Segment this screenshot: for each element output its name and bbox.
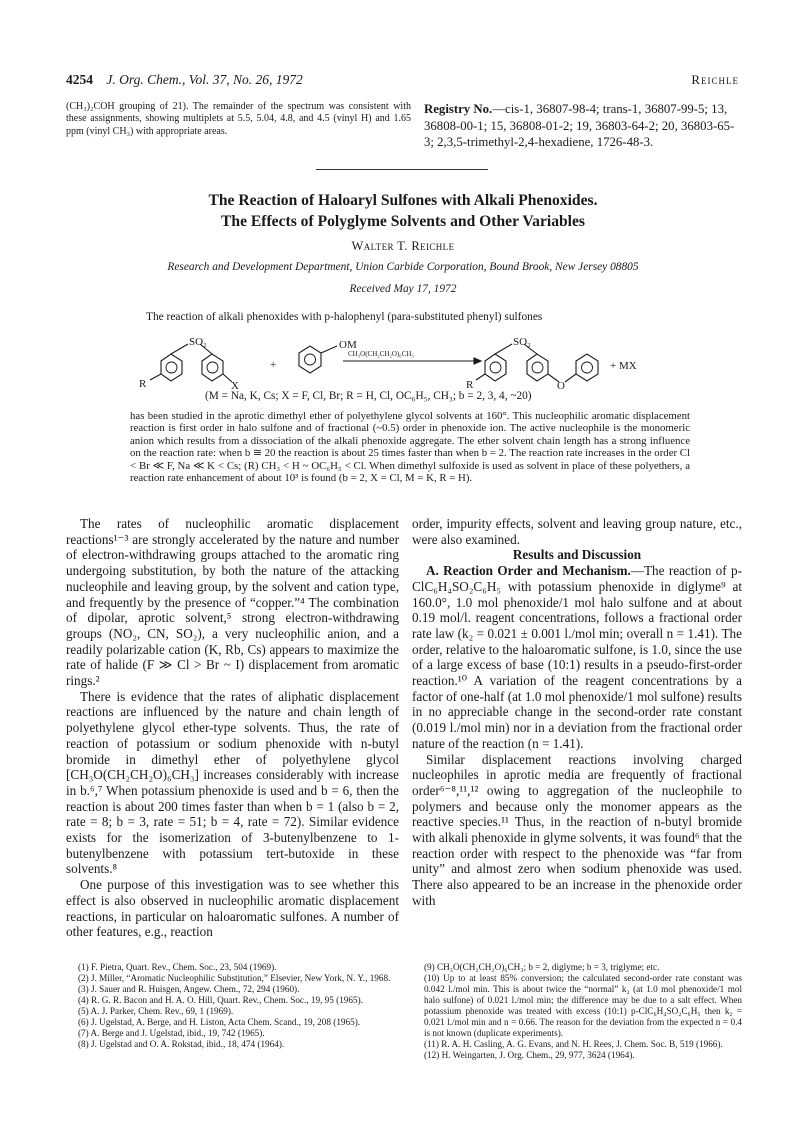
page-number: 4254 xyxy=(66,72,93,87)
footnotes-right xyxy=(412,962,742,1061)
body-left-column xyxy=(66,516,399,940)
continued-paragraph: order, impurity effects, solvent and leaving group nature, etc., were also examined. xyxy=(412,516,742,547)
benzene-ring-product-1 xyxy=(485,354,506,381)
footnote: (11) R. A. H. Casling, A. G. Evans, and N. H. Rees, J. Chem. Soc. B, 519 (1966). xyxy=(424,1039,723,1049)
plus-sign: + xyxy=(270,359,277,371)
section-heading: Results and Discussion xyxy=(512,547,642,563)
footnote: (4) R. G. R. Bacon and H. A. O. Hill, Quart. Rev., Chem. Soc., 19, 95 (1965). xyxy=(78,995,363,1005)
article-title-line-2: The Effects of Polyglyme Solvents and Other Variables xyxy=(221,213,585,230)
affiliation: Research and Development Department, Union Carbide Corporation, Bound Brook, New Jersey 08805 xyxy=(167,261,639,273)
x-label: X xyxy=(231,380,239,390)
benzene-ring-1 xyxy=(161,354,182,381)
footnote: (12) H. Weingarten, J. Org. Chem., 29, 977, 3624 (1964). xyxy=(424,1050,635,1060)
body-right-column xyxy=(412,516,742,909)
footnote: (3) J. Sauer and R. Huisgen, Angew. Chem., 72, 294 (1960). xyxy=(78,984,300,994)
footnote: (5) A. J. Parker, Chem. Rev., 69, 1 (1969). xyxy=(78,1006,234,1016)
author-name: Walter T. Reichle xyxy=(351,239,455,253)
registry-numbers xyxy=(424,101,740,151)
abstract-body: has been studied in the aprotic dimethyl ether of polyethylene glycol solvents at 160°. This nucleophilic aromatic displacement reaction is first order in halo sulfone and of fractional (~0.5) order in phenoxide ion. The active nucleophile is the monomeric anion which results from a dissociation of the alkali phenoxide aggregate. The ether solvent chain length has a strong influence on the reaction rate: when b ≅ 20 the reaction is about 25 times faster than when b = 2. The reaction rate increases in the order Cl < Br ≪ F, Na ≪ K < Cs; (R) CH₃ < H ~ OC₆H₅ < Cl. When dimethyl sulfoxide is used as solvent in place of these polyethers, a reaction rate enhancement of about 10³ is found (b = 2, X = Cl, M = K, R = H). xyxy=(130,410,690,485)
om-label: OM xyxy=(339,339,357,351)
journal-citation: J. Org. Chem., Vol. 37, No. 26, 1972 xyxy=(106,72,303,87)
reaction-conditions: (M = Na, K, Cs; X = F, Cl, Br; R = H, Cl, OC₆H₅, CH₃; b = 2, 3, 4, ~20) xyxy=(205,390,532,402)
registry-label: Registry No. xyxy=(424,102,493,116)
footnote: (10) Up to at least 85% conversion; the calculated second-order rate constant was 0.042 l./mol min. This is about twice the “normal” k₂ (at 1.0 mol phenoxide/1 mol halo sulfone) of 0.021 l./mol min; the difference may be due to a salt effect. When potassium phenoxide was treated with excess (10:1) p-ClC₆H₄SO₂C₆H₅ then k₂ = 0.021 l./mol min and n = 0.66. The reason for the deviation from the expected n = 0.4 is not known (duplicate experiments). xyxy=(424,973,742,1038)
footnote: (2) J. Miller, “Aromatic Nucleophilic Substitution,” Elsevier, New York, N. Y., 1968. xyxy=(78,973,391,983)
article-title-line-1: The Reaction of Haloaryl Sulfones with Alkali Phenoxides. xyxy=(208,192,598,209)
received-date: Received May 17, 1972 xyxy=(349,283,457,295)
footnote: (6) J. Ugelstad, A. Berge, and H. Liston, Acta Chem. Scand., 19, 208 (1965). xyxy=(78,1017,361,1027)
footnote: (8) J. Ugelstad and O. A. Rokstad, ibid., 18, 474 (1964). xyxy=(78,1039,285,1049)
benzene-ring-phenoxide xyxy=(299,346,321,373)
footnote: (7) A. Berge and J. Ugelstad, ibid., 19, 742 (1965). xyxy=(78,1028,265,1038)
so2-label-reactant: SO₂ xyxy=(189,336,207,348)
body-paragraph: The rates of nucleophilic aromatic displacement reactions¹⁻³ are strongly accelerated by the nature and number of electron-withdrawing groups attached to the aromatic ring undergoing substitution, by both the nature of the attacking nucleophile and leaving group, by the solvent and cation type, and frequently by the presence of “copper.”⁴ The combination of dipolar, aprotic solvent,⁵ strong electron-withdrawing groups (NO₂, CN, SO₂), a very nucleophilic anion, and a readily polarizable cation (K, Rb, Cs) appears to maximize the rate of halide (F ≫ Cl > Br ~ I) displacement from aromatic rings.² xyxy=(66,516,399,689)
previous-article-tail: (CH₃)₂COH grouping of 21). The remainder of the spectrum was consistent with these assignments, showing multiplets at 5.5, 5.04, 4.8, and 4.5 (vinyl H) and 1.65 ppm (vinyl CH₃) with appropriate areas. xyxy=(66,101,411,137)
registry-text: —cis-1, 36807-98-4; trans-1, 36807-99-5; 13, 36808-00-1; 15, 36808-01-2; 19, 36803-64-2; 20, 36803-65-3; 2,3,5-trimethyl-2,4-hexadiene, 1726-48-3. xyxy=(424,102,735,149)
footnote: (1) F. Pietra, Quart. Rev., Chem. Soc., 23, 504 (1969). xyxy=(78,962,277,972)
subsection-heading: A. Reaction Order and Mechanism. xyxy=(426,563,631,579)
r-label-reactant: R xyxy=(139,378,147,390)
benzene-ring-product-2 xyxy=(527,354,548,381)
body-paragraph: One purpose of this investigation was to see whether this effect is also observed in nucleophilic aromatic displacement reactions, in particular on haloaromatic sulfones. A number of other features, e.g., reaction xyxy=(66,877,399,940)
mx-product: + MX xyxy=(610,360,637,372)
benzene-ring-product-3 xyxy=(576,354,598,381)
o-bridge-label: O xyxy=(557,380,565,390)
so2-label-product: SO₂ xyxy=(513,336,531,348)
solvent-reagent: CH₃O(CH₂CH₂O)₆CH₃ xyxy=(348,350,414,358)
body-paragraph: There is evidence that the rates of aliphatic displacement reactions are influenced by the nature and chain length of polyethylene glycol ether-type solvents. Thus, the rate of reaction of potassium or sodium phenoxide with n-butyl bromide in dimethyl ether of polyethylene glycol [CH₃O(CH₂CH₂O)₆CH₃] increases considerably with increase in b.⁶,⁷ When potassium phenoxide is used and b = 6, then the reaction is about 200 times faster than when b = 1 (also b = 2, rate = 8; b = 3, rate = 51; b = 4, rate = 72). Similar evidence exists for the isomerization of 3-butenylbenzene to 1-butenylbenzene with potassium tert-butoxide in these solvents.⁸ xyxy=(66,688,399,877)
r-label-product: R xyxy=(466,379,474,390)
body-paragraph: Similar displacement reactions involving charged nucleophiles in aprotic media are frequently of fractional order⁶⁻⁸,¹¹,¹² owing to aggregation of the nucleophile to polymers and because only the monomer appears as the reactive species.¹¹ Thus, in the reaction of n-butyl bromide with alkali phenoxide in glyme solvents, it was found⁶ that the reaction order with respect to the phenoxide was “far from unity” and almost zero when sodium phenoxide was used. There also appeared to be an increase in the phenoxide order with xyxy=(412,751,742,908)
footnote: (9) CH₃O(CH₂CH₂O)₆CH₃; b = 2, diglyme; b = 3, triglyme; etc. xyxy=(424,962,660,972)
running-author: Reichle xyxy=(691,72,739,87)
footnotes-left xyxy=(66,962,399,1050)
benzene-ring-2 xyxy=(202,354,223,381)
reaction-scheme xyxy=(136,332,676,390)
abstract-intro: The reaction of alkali phenoxides with p-halophenyl (para-substituted phenyl) sulfones xyxy=(146,311,543,323)
body-paragraph: A. Reaction Order and Mechanism.—The reaction of p-ClC₆H₄SO₂C₆H₅ with potassium phenoxide in diglyme⁹ at 160.0°, 1.0 mol phenoxide/1 mol halo sulfone and at about 0.19 mol/l. reagent concentrations, follows a fractional order rate law (k₂ = 0.021 ± 0.001 l./mol min; overall n = 1.41). The order, relative to the haloaromatic sulfone, is 1.0, since the use of a large excess of base (10:1) results in a pseudo-first-order reaction.¹⁰ A variation of the reagent concentrations by a factor of one-half (at 1.0 mol phenoxide/1 mol sulfone) results in no appreciable change in the second-order rate constant (0.019 l./mol min) nor in a deviation from the fractional order nature of the reaction (n = 1.41). xyxy=(412,563,742,751)
running-header-left xyxy=(66,72,303,88)
article-divider xyxy=(316,169,488,170)
